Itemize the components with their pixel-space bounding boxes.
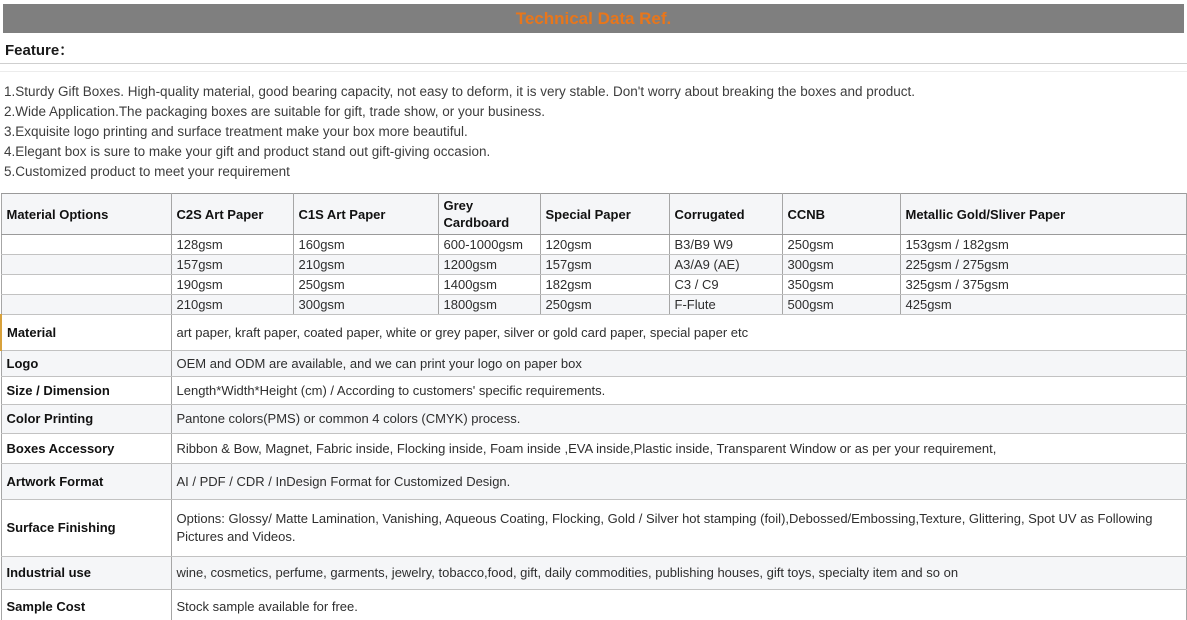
detail-label: Artwork Format bbox=[1, 464, 171, 500]
column-header-material-options: Material Options bbox=[1, 194, 171, 235]
spec-cell: 120gsm bbox=[540, 235, 669, 255]
detail-label: Sample Cost bbox=[1, 590, 171, 620]
spec-cell bbox=[1, 255, 171, 275]
detail-row-surface-finishing bbox=[1, 500, 1187, 557]
detail-value: AI / PDF / CDR / InDesign Format for Customized Design. bbox=[171, 464, 1187, 500]
detail-row-industrial-use bbox=[1, 557, 1187, 590]
spec-cell: 500gsm bbox=[782, 295, 900, 315]
detail-value: Pantone colors(PMS) or common 4 colors (CMYK) process. bbox=[171, 405, 1187, 434]
detail-value: art paper, kraft paper, coated paper, white or grey paper, silver or gold card paper, special paper etc bbox=[171, 315, 1187, 351]
gsm-row bbox=[1, 235, 1187, 255]
detail-row-material bbox=[1, 315, 1187, 351]
spec-cell: 157gsm bbox=[171, 255, 293, 275]
spec-cell: 300gsm bbox=[782, 255, 900, 275]
spec-cell: 425gsm bbox=[900, 295, 1187, 315]
spec-cell: A3/A9 (AE) bbox=[669, 255, 782, 275]
spec-cell: 153gsm / 182gsm bbox=[900, 235, 1187, 255]
spec-cell bbox=[1, 295, 171, 315]
spec-table bbox=[0, 193, 1187, 620]
column-header-grey-cardboard: Grey Cardboard bbox=[438, 194, 540, 235]
spec-cell: 1200gsm bbox=[438, 255, 540, 275]
detail-label: Industrial use bbox=[1, 557, 171, 590]
table-header-row bbox=[1, 194, 1187, 235]
spec-cell: 250gsm bbox=[540, 295, 669, 315]
feature-item: 4.Elegant box is sure to make your gift and product stand out gift-giving occasion. bbox=[4, 144, 491, 159]
detail-label: Color Printing bbox=[1, 405, 171, 434]
column-header-metallic-paper: Metallic Gold/Sliver Paper bbox=[900, 194, 1187, 235]
gsm-row bbox=[1, 295, 1187, 315]
detail-row-color-printing bbox=[1, 405, 1187, 434]
technical-data-page bbox=[0, 4, 1187, 620]
detail-value: Length*Width*Height (cm) / According to customers' specific requirements. bbox=[171, 377, 1187, 405]
spec-cell: 160gsm bbox=[293, 235, 438, 255]
spec-cell: C3 / C9 bbox=[669, 275, 782, 295]
spec-cell: 157gsm bbox=[540, 255, 669, 275]
gsm-row bbox=[1, 255, 1187, 275]
feature-list bbox=[0, 72, 1187, 190]
detail-row-size-dimension bbox=[1, 377, 1187, 405]
column-header-ccnb: CCNB bbox=[782, 194, 900, 235]
spec-cell: 182gsm bbox=[540, 275, 669, 295]
feature-divider bbox=[0, 64, 1187, 72]
spec-cell: B3/B9 W9 bbox=[669, 235, 782, 255]
detail-label: Material bbox=[1, 315, 171, 351]
spec-cell: 350gsm bbox=[782, 275, 900, 295]
feature-item: 2.Wide Application.The packaging boxes are suitable for gift, trade show, or your business. bbox=[4, 104, 546, 119]
detail-value: OEM and ODM are available, and we can print your logo on paper box bbox=[171, 351, 1187, 377]
spec-cell: 210gsm bbox=[171, 295, 293, 315]
spec-cell: 325gsm / 375gsm bbox=[900, 275, 1187, 295]
gsm-row bbox=[1, 275, 1187, 295]
detail-label: Logo bbox=[1, 351, 171, 377]
spec-cell: 250gsm bbox=[293, 275, 438, 295]
column-header-c2s-art-paper: C2S Art Paper bbox=[171, 194, 293, 235]
detail-label: Surface Finishing bbox=[1, 500, 171, 557]
column-header-special-paper: Special Paper bbox=[540, 194, 669, 235]
spec-cell: 250gsm bbox=[782, 235, 900, 255]
spec-cell bbox=[1, 235, 171, 255]
detail-value: wine, cosmetics, perfume, garments, jewelry, tobacco,food, gift, daily commodities, publishing houses, gift toys, specialty item and so on bbox=[171, 557, 1187, 590]
column-header-corrugated: Corrugated bbox=[669, 194, 782, 235]
spec-cell: 1400gsm bbox=[438, 275, 540, 295]
feature-item: 3.Exquisite logo printing and surface treatment make your box more beautiful. bbox=[4, 124, 468, 139]
feature-item: 1.Sturdy Gift Boxes. High-quality material, good bearing capacity, not easy to deform, it is very stable. Don't worry about breaking the boxes and product. bbox=[4, 84, 916, 99]
spec-cell: 1800gsm bbox=[438, 295, 540, 315]
spec-cell bbox=[1, 275, 171, 295]
page-title: Technical Data Ref. bbox=[3, 4, 1184, 33]
spec-cell: F-Flute bbox=[669, 295, 782, 315]
spec-cell: 600-1000gsm bbox=[438, 235, 540, 255]
detail-row-logo bbox=[1, 351, 1187, 377]
column-header-c1s-art-paper: C1S Art Paper bbox=[293, 194, 438, 235]
detail-value: Options: Glossy/ Matte Lamination, Vanishing, Aqueous Coating, Flocking, Gold / Silver hot stamping (foil),Debossed/Embossing,Texture, Glittering, Spot UV as Following Pictures and Videos. bbox=[171, 500, 1187, 557]
detail-value: Ribbon & Bow, Magnet, Fabric inside, Flocking inside, Foam inside ,EVA inside,Plastic inside, Transparent Window or as per your requirement, bbox=[171, 434, 1187, 464]
detail-row-artwork-format bbox=[1, 464, 1187, 500]
detail-value: Stock sample available for free. bbox=[171, 590, 1187, 620]
detail-row-boxes-accessory bbox=[1, 434, 1187, 464]
feature-heading: Feature： bbox=[0, 37, 1187, 64]
spec-cell: 300gsm bbox=[293, 295, 438, 315]
spec-cell: 210gsm bbox=[293, 255, 438, 275]
detail-label: Size / Dimension bbox=[1, 377, 171, 405]
detail-label: Boxes Accessory bbox=[1, 434, 171, 464]
spec-cell: 190gsm bbox=[171, 275, 293, 295]
detail-row-sample-cost bbox=[1, 590, 1187, 620]
feature-item: 5.Customized product to meet your requirement bbox=[4, 164, 290, 179]
spec-cell: 225gsm / 275gsm bbox=[900, 255, 1187, 275]
spec-cell: 128gsm bbox=[171, 235, 293, 255]
